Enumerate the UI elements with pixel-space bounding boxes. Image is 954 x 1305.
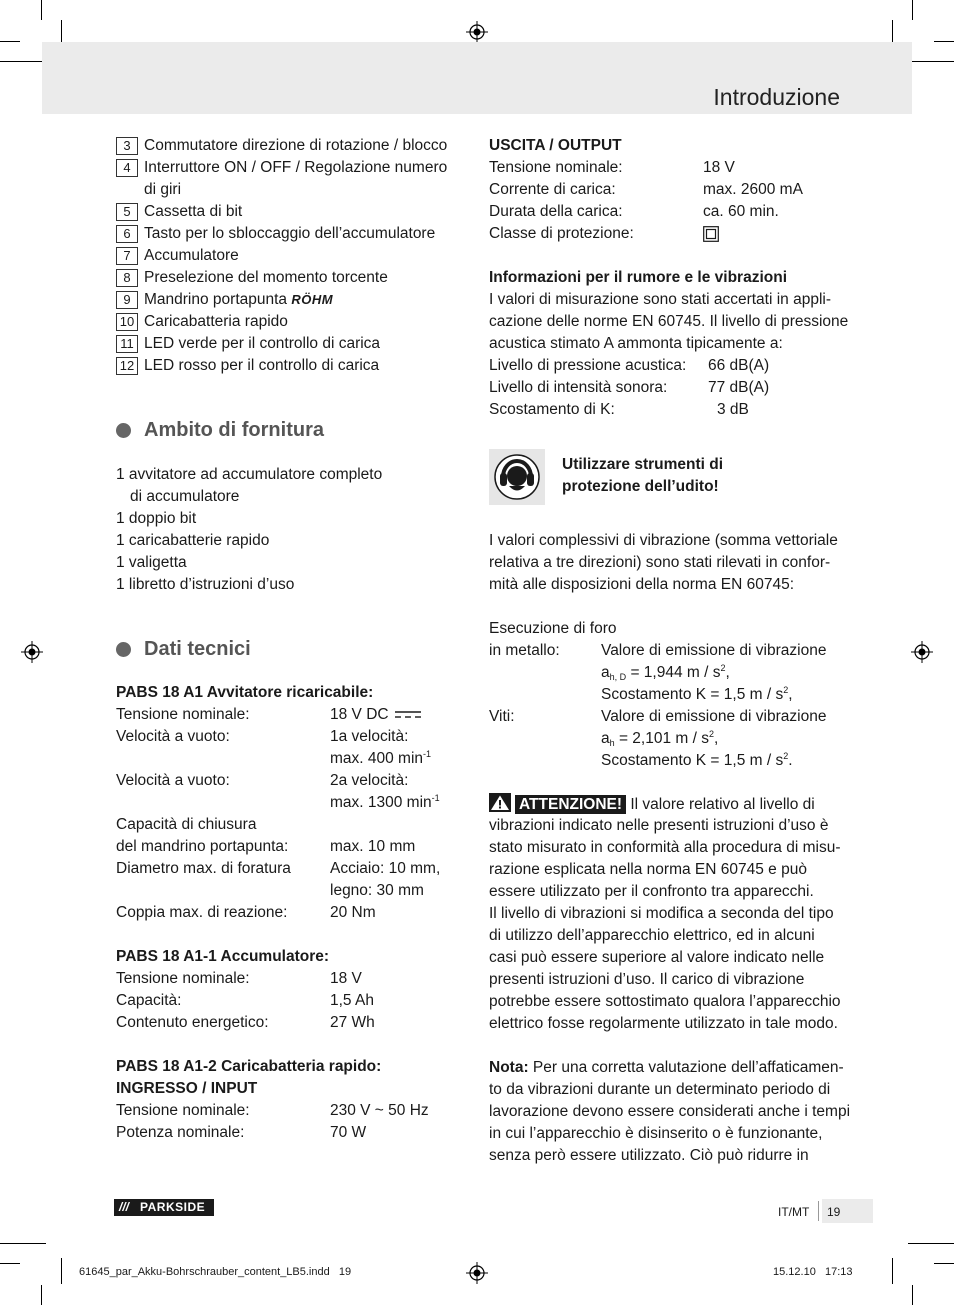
table-row: Diametro max. di foratura Acciaio: 10 mm,: [116, 860, 441, 877]
parkside-logo: /// PARKSIDE: [114, 1199, 214, 1216]
ear-notice-line: protezione dell’udito!: [562, 478, 719, 495]
table-row: Tensione nominale: 18 V DC: [116, 704, 461, 726]
noise-section: [489, 267, 849, 421]
crop-mark: [892, 1258, 893, 1284]
list-item: 12 LED rosso per il controllo di carica: [116, 355, 461, 377]
crop-mark: [0, 61, 46, 62]
list-item: 1 valigetta: [116, 554, 187, 571]
footer-divider: [818, 1201, 819, 1221]
warning-section: [489, 793, 841, 1035]
paragraph-line: essere utilizzato per il confronto tra apparecchi.: [489, 883, 814, 900]
list-item: di accumulatore: [130, 488, 240, 505]
warning-tag: ATTENZIONE!: [515, 795, 626, 814]
table-row: Tensione nominale: 18 V: [489, 159, 735, 176]
table-row: Tensione nominale: 18 V: [116, 970, 362, 987]
ear-notice-line: Utilizzare strumenti di: [562, 456, 724, 473]
table-row: Capacità di chiusura: [116, 816, 257, 833]
paragraph-line: I valori di misurazione sono stati accertati in appli-: [489, 291, 832, 308]
table-row: Corrente di carica: max. 2600 mA: [489, 181, 803, 198]
paragraph-line: senza però essere utilizzato. Ciò può ridurre in: [489, 1147, 809, 1164]
table-row: Potenza nominale: 70 W: [116, 1124, 367, 1141]
list-item: di giri: [144, 181, 182, 198]
output-title: USCITA / OUTPUT: [489, 137, 622, 154]
list-item: 3 Commutatore direzione di rotazione / blocco: [116, 135, 461, 157]
crop-mark: [934, 41, 954, 42]
crop-mark: [41, 0, 42, 20]
table-row: in metallo: Valore di emissione di vibrazione: [489, 642, 827, 659]
page-title: Introduzione: [713, 84, 840, 110]
list-item: 11 LED verde per il controllo di carica: [116, 333, 461, 355]
note-label: Nota:: [489, 1059, 529, 1076]
table-row: Viti: Valore di emissione di vibrazione: [489, 708, 827, 725]
paragraph-line: I valori complessivi di vibrazione (somma vettoriale: [489, 532, 838, 549]
paragraph-line: stato misurato in conformità alla procedura di misu-: [489, 839, 841, 856]
table-row: Livello di intensità sonora: 77 dB(A): [489, 379, 770, 396]
footer-lang: IT/MT: [778, 1205, 810, 1219]
bullet-icon: [116, 642, 131, 657]
ear-protection-notice: [489, 449, 841, 505]
tech-drill: [116, 682, 461, 924]
list-item: 1 avvitatore ad accumulatore completo: [116, 466, 383, 483]
paragraph-line: potrebbe essere sottostimato qualora l’apparecchio: [489, 993, 841, 1010]
list-item: 8 Preselezione del momento torcente: [116, 267, 461, 289]
list-item: 1 doppio bit: [116, 510, 197, 527]
crop-mark: [41, 1285, 42, 1305]
table-row: Velocità a vuoto: 2a velocità:: [116, 772, 409, 789]
table-row: max. 400 $\min^{-1}$: [330, 749, 432, 767]
registration-mark-icon: [466, 1262, 488, 1284]
paragraph-line: cazione delle norme EN 60745. Il livello di pressione: [489, 313, 849, 330]
table-row: Tensione nominale: 230 V ~ 50 Hz: [116, 1102, 429, 1119]
warning-first-line: ATTENZIONE! Il valore relativo al livello di: [489, 793, 841, 815]
rohm-logo: RÖHM: [291, 292, 334, 307]
table-row: $a_{h, D} = 1,944$ m / $s^2$,: [601, 663, 730, 682]
battery-title: PABS 18 A1-1 Accumulatore:: [116, 948, 330, 965]
section-heading-scope: Ambito di fornitura: [116, 415, 461, 445]
paragraph-line: di utilizzo dell’apparecchio elettrico, ed in alcuni: [489, 927, 815, 944]
table-row: Esecuzione di foro: [489, 620, 617, 637]
noise-title: Informazioni per il rumore e le vibrazioni: [489, 269, 788, 286]
table-row: $a_h = 2,101$ m / $s^2$,: [601, 729, 719, 748]
paragraph-line: vibrazioni indicato nelle presenti istruzioni d’uso è: [489, 817, 829, 834]
warning-triangle-icon: [489, 793, 511, 812]
list-item: 4 Interruttore ON / OFF / Regolazione numero: [116, 157, 461, 179]
registration-mark-icon: [21, 641, 43, 663]
table-row: Livello di pressione acustica: 66 dB(A): [489, 357, 770, 374]
list-item: 6 Tasto per lo sbloccaggio dell’accumulatore: [116, 223, 461, 245]
table-row: Scostamento K = 1,5 m / $s^2$.: [601, 751, 793, 769]
paragraph-line: relativa a tre direzioni) sono stati rilevati in confor-: [489, 554, 831, 571]
crop-mark: [0, 1243, 46, 1244]
vibration-section: [489, 530, 841, 772]
table-row: Scostamento K = 1,5 m / $s^2$,: [601, 685, 793, 703]
paragraph-line: lavorazione devono essere considerati anche i tempi: [489, 1103, 851, 1120]
list-item: 10 Caricabatteria rapido: [116, 311, 461, 333]
charger-title: PABS 18 A1-2 Caricabatteria rapido:: [116, 1058, 382, 1075]
footer-date: 15.12.10 17:13: [773, 1266, 853, 1278]
table-row: Capacità: 1,5 Ah: [116, 992, 374, 1009]
drill-title: PABS 18 A1 Avvitatore ricaricabile:: [116, 684, 374, 701]
paragraph-line: presenti istruzioni d’uso. Il carico di vibrazione: [489, 971, 805, 988]
ear-protection-icon: [489, 449, 545, 505]
crop-mark: [934, 1263, 954, 1264]
page-number: 19: [827, 1205, 841, 1219]
list-item: 9 Mandrino portapunta RÖHM: [116, 289, 461, 311]
crop-mark: [0, 41, 20, 42]
protection-class-icon: [703, 226, 719, 242]
table-row: Coppia max. di reazione: 20 Nm: [116, 904, 376, 921]
section-heading-tech: Dati tecnici: [116, 634, 461, 664]
paragraph-line: razione esplicata nella norma EN 60745 e può: [489, 861, 807, 878]
table-row: Scostamento di K: 3 dB: [489, 401, 749, 418]
table-row: max. 1300 $\min^{-1}$: [330, 793, 440, 811]
paragraph-line: elettrico fosse regolarmente utilizzato in tale modo.: [489, 1015, 838, 1032]
tech-charger: [116, 1056, 461, 1144]
paragraph-line: mità alle disposizioni della norma EN 60745:: [489, 576, 794, 593]
crop-mark: [912, 0, 913, 20]
paragraph-line: acustica stimato A ammonta tipicamente a:: [489, 335, 783, 352]
dc-symbol-icon: [393, 710, 423, 720]
registration-mark-icon: [466, 21, 488, 43]
paragraph-line: Il livello di vibrazioni si modifica a seconda del tipo: [489, 905, 834, 922]
crop-mark: [908, 1243, 954, 1244]
paragraph-line: to da vibrazioni durante un determinato periodo di: [489, 1081, 831, 1098]
paragraph-line: casi può essere superiore al valore indicato nelle: [489, 949, 825, 966]
scope-list: [116, 464, 461, 596]
footer-file: 61645_par_Akku-Bohrschrauber_content_LB5.indd 19: [79, 1266, 352, 1278]
list-item: 5 Cassetta di bit: [116, 201, 461, 223]
list-item: 1 caricabatterie rapido: [116, 532, 270, 549]
input-title: INGRESSO / INPUT: [116, 1080, 258, 1097]
table-row: Velocità a vuoto: 1a velocità:: [116, 728, 409, 745]
table-row: Contenuto energetico: 27 Wh: [116, 1014, 375, 1031]
crop-mark: [61, 1258, 62, 1284]
table-row: Durata della carica: ca. 60 min.: [489, 203, 779, 220]
note-first-line: Nota: Per una corretta valutazione dell’affaticamen-: [489, 1059, 844, 1076]
logo-stripes-icon: ///: [119, 1200, 130, 1214]
crop-mark: [0, 1263, 20, 1264]
table-row: del mandrino portapunta: max. 10 mm: [116, 838, 416, 855]
crop-mark: [912, 1285, 913, 1305]
tech-output: [489, 135, 841, 245]
crop-mark: [908, 61, 954, 62]
registration-mark-icon: [911, 641, 933, 663]
list-item: 7 Accumulatore: [116, 245, 461, 267]
table-row: legno: 30 mm: [330, 882, 424, 899]
tech-battery: [116, 946, 461, 1034]
paragraph-line: in cui l’apparecchio è disinserito o è funzionante,: [489, 1125, 823, 1142]
bullet-icon: [116, 423, 131, 438]
table-row: Classe di protezione:: [489, 223, 841, 245]
note-section: [489, 1057, 851, 1167]
list-item: 1 libretto d’istruzioni d’uso: [116, 576, 295, 593]
parts-list: [116, 135, 461, 377]
